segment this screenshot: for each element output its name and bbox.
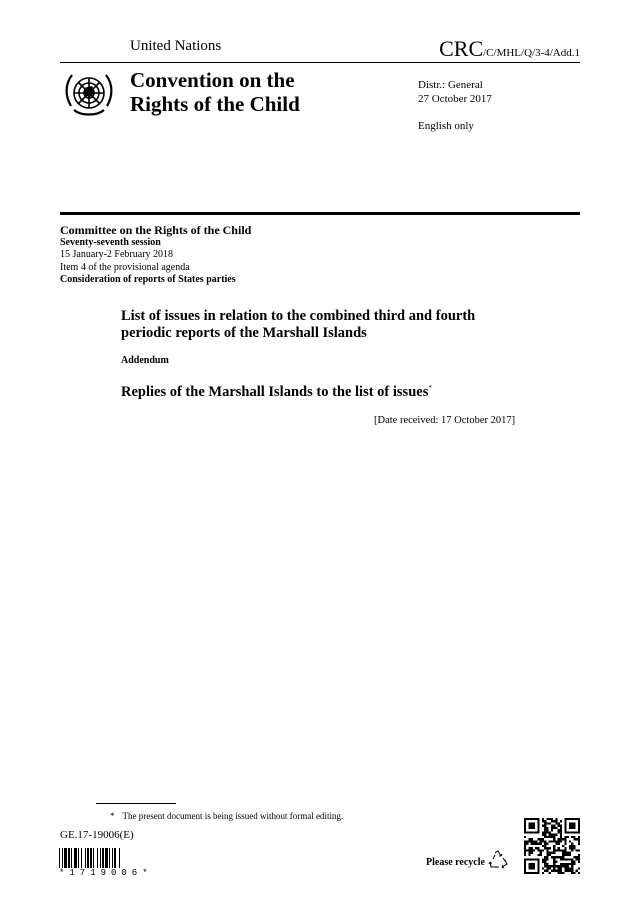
- organization-name: United Nations: [130, 38, 222, 54]
- barcode-number: *1719006*: [59, 868, 153, 878]
- footnote-marker: *: [110, 811, 115, 821]
- distribution: Distr.: General: [418, 79, 483, 91]
- document-title-line2: periodic reports of the Marshall Islands: [121, 325, 367, 341]
- convention-title-line2: Rights of the Child: [130, 92, 300, 116]
- issue-date: 27 October 2017: [418, 93, 492, 105]
- footnote-ref: *: [428, 384, 432, 393]
- session-dates: 15 January-2 February 2018: [60, 249, 174, 260]
- committee-name: Committee on the Rights of the Child: [60, 223, 252, 237]
- header-rule: [60, 62, 580, 63]
- barcode-icon: [59, 848, 151, 868]
- recycle-icon: [487, 849, 509, 871]
- footnote-text: The present document is being issued without formal editing.: [122, 811, 344, 821]
- document-title: [121, 308, 541, 342]
- convention-title: [130, 68, 300, 116]
- date-received: [Date received: 17 October 2017]: [374, 415, 516, 426]
- agenda-topic: Consideration of reports of States parties: [60, 274, 236, 285]
- document-title-line1: List of issues in relation to the combined third and fourth: [121, 308, 476, 324]
- language: English only: [418, 120, 474, 132]
- document-symbol: [439, 36, 580, 62]
- distribution-block: [418, 78, 492, 133]
- un-emblem-icon: [62, 66, 116, 120]
- document-number: GE.17-19006(E): [60, 829, 134, 841]
- footnote-rule: [96, 803, 176, 804]
- addendum-label: Addendum: [121, 355, 169, 366]
- footnote: [110, 811, 343, 821]
- qr-code-icon: [524, 818, 580, 874]
- symbol-rest: /C/MHL/Q/3-4/Add.1: [483, 47, 580, 59]
- section-rule: [60, 212, 580, 215]
- agenda-item: Item 4 of the provisional agenda: [60, 261, 190, 273]
- replies-title: [121, 384, 432, 401]
- convention-title-line1: Convention on the: [130, 68, 295, 92]
- recycle-label: Please recycle: [426, 857, 485, 868]
- committee-block: [60, 224, 251, 287]
- symbol-main: CRC: [439, 36, 484, 61]
- session: Seventy-seventh session: [60, 236, 161, 248]
- replies-title-text: Replies of the Marshall Islands to the list of issues: [121, 384, 429, 400]
